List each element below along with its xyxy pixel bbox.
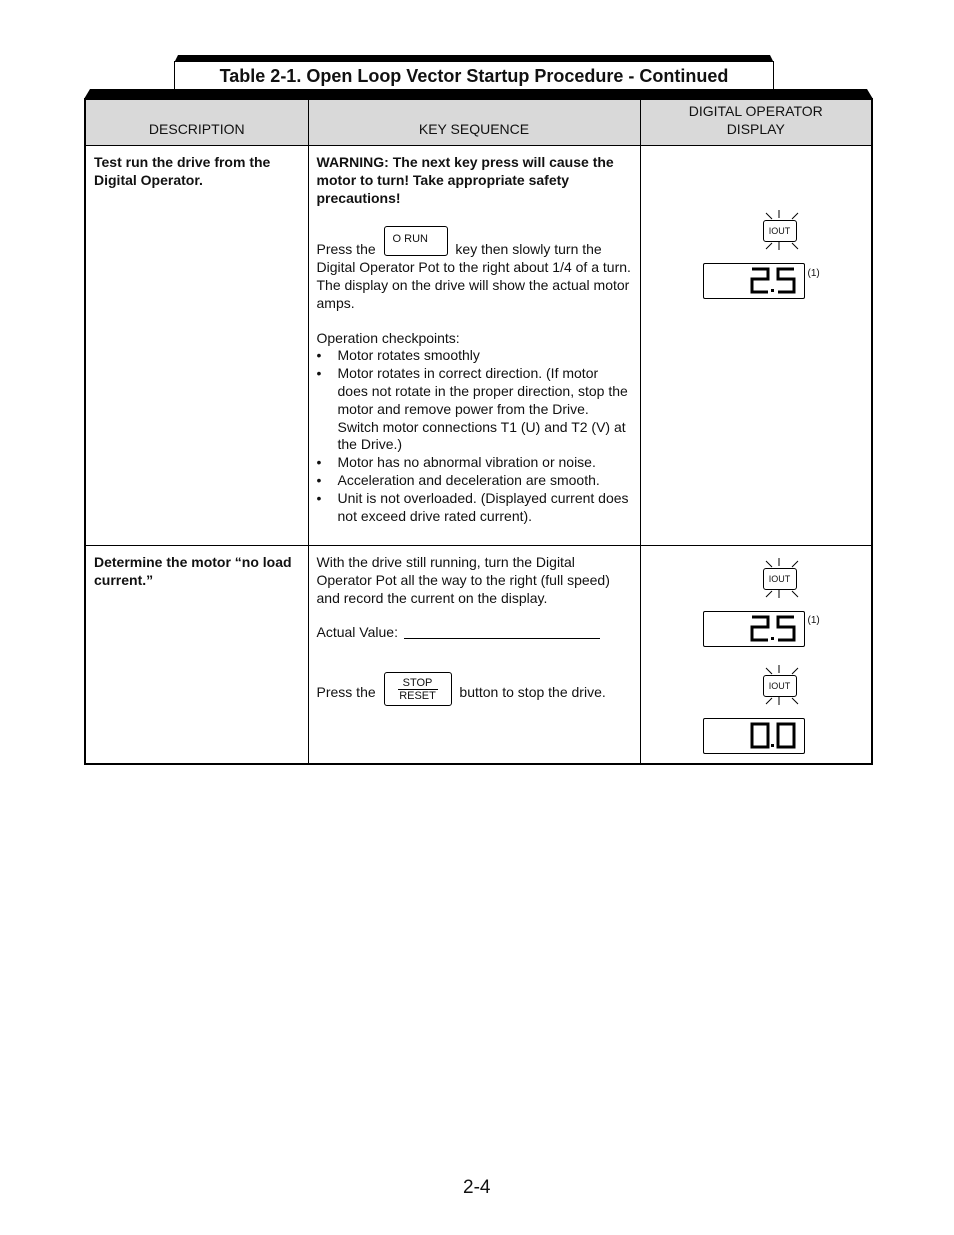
actual-value-blank xyxy=(404,638,600,639)
checkpoints-list xyxy=(317,347,632,525)
footnote-marker: (1) xyxy=(807,268,820,279)
header-key-sequence: KEY SEQUENCE xyxy=(308,99,640,146)
row1-description-cell xyxy=(85,146,308,546)
row2-description: Determine the motor “no load current.” xyxy=(94,554,292,588)
actual-value-row xyxy=(317,624,632,642)
press-suffix: key then slowly turn the Digital Operator Pot to the right about 1/4 of a turn. The display on the drive will show the actual motor amps. xyxy=(316,241,631,311)
lcd-display xyxy=(703,611,805,647)
row2-description-cell xyxy=(85,546,308,764)
row1-description: Test run the drive from the Digital Operator. xyxy=(94,154,271,188)
procedure-table xyxy=(84,98,873,765)
run-instruction xyxy=(317,226,632,312)
row2-key-sequence-cell xyxy=(308,546,640,764)
header-display-line2: DISPLAY xyxy=(726,121,785,138)
lcd-value-0-0-icon xyxy=(748,722,800,750)
iout-button: IOUT xyxy=(763,675,797,697)
stop-reset-key-icon: STOP RESET xyxy=(384,672,452,706)
stop-instruction xyxy=(317,672,632,706)
row1-display-cell xyxy=(640,146,872,546)
page-number: 2-4 xyxy=(463,1177,491,1198)
lcd-display xyxy=(703,263,805,299)
warning-text: WARNING: The next key press will cause the motor to turn! Take appropriate safety precautions! xyxy=(316,154,614,206)
list-item: • Motor rotates in correct direction. (If motor does not rotate in the proper direction, stop the motor and remove power from the Drive. Switch motor connections T1 (U) and T2 (V) at the Drive.) xyxy=(317,365,632,454)
actual-value-label: Actual Value: xyxy=(316,624,398,641)
lcd-value-2-5-icon xyxy=(748,615,800,643)
iout-button: IOUT xyxy=(763,220,797,242)
iout-button: IOUT xyxy=(763,568,797,590)
no-load-instruction: With the drive still running, turn the Digital Operator Pot all the way to the right (full speed) and record the current on the display. xyxy=(316,554,610,606)
header-description: DESCRIPTION xyxy=(85,99,308,146)
footnote-marker: (1) xyxy=(807,615,820,626)
row1-key-sequence-cell xyxy=(308,146,640,546)
lcd-display xyxy=(703,718,805,754)
list-item: • Motor rotates smoothly xyxy=(317,347,632,365)
header-display xyxy=(640,99,872,146)
lcd-value-2-5-icon xyxy=(748,267,800,295)
press-prefix: Press the xyxy=(316,684,376,701)
list-item: • Motor has no abnormal vibration or noise. xyxy=(317,454,632,472)
header-row xyxy=(85,99,872,146)
list-item: • Acceleration and deceleration are smooth. xyxy=(317,472,632,490)
table-title: Table 2-1. Open Loop Vector Startup Procedure - Continued xyxy=(174,61,774,91)
press-suffix: button to stop the drive. xyxy=(459,684,606,701)
checkpoints-title: Operation checkpoints: xyxy=(316,329,460,346)
table-title-tab xyxy=(174,55,774,91)
table-row xyxy=(85,546,872,764)
list-item: • Unit is not overloaded. (Displayed current does not exceed drive rated current). xyxy=(317,490,632,526)
table-row xyxy=(85,146,872,546)
run-key-icon: O RUN xyxy=(384,226,448,256)
header-display-line1: DIGITAL OPERATOR xyxy=(688,103,823,120)
row2-display-cell xyxy=(640,546,872,764)
press-prefix: Press the xyxy=(316,241,376,258)
